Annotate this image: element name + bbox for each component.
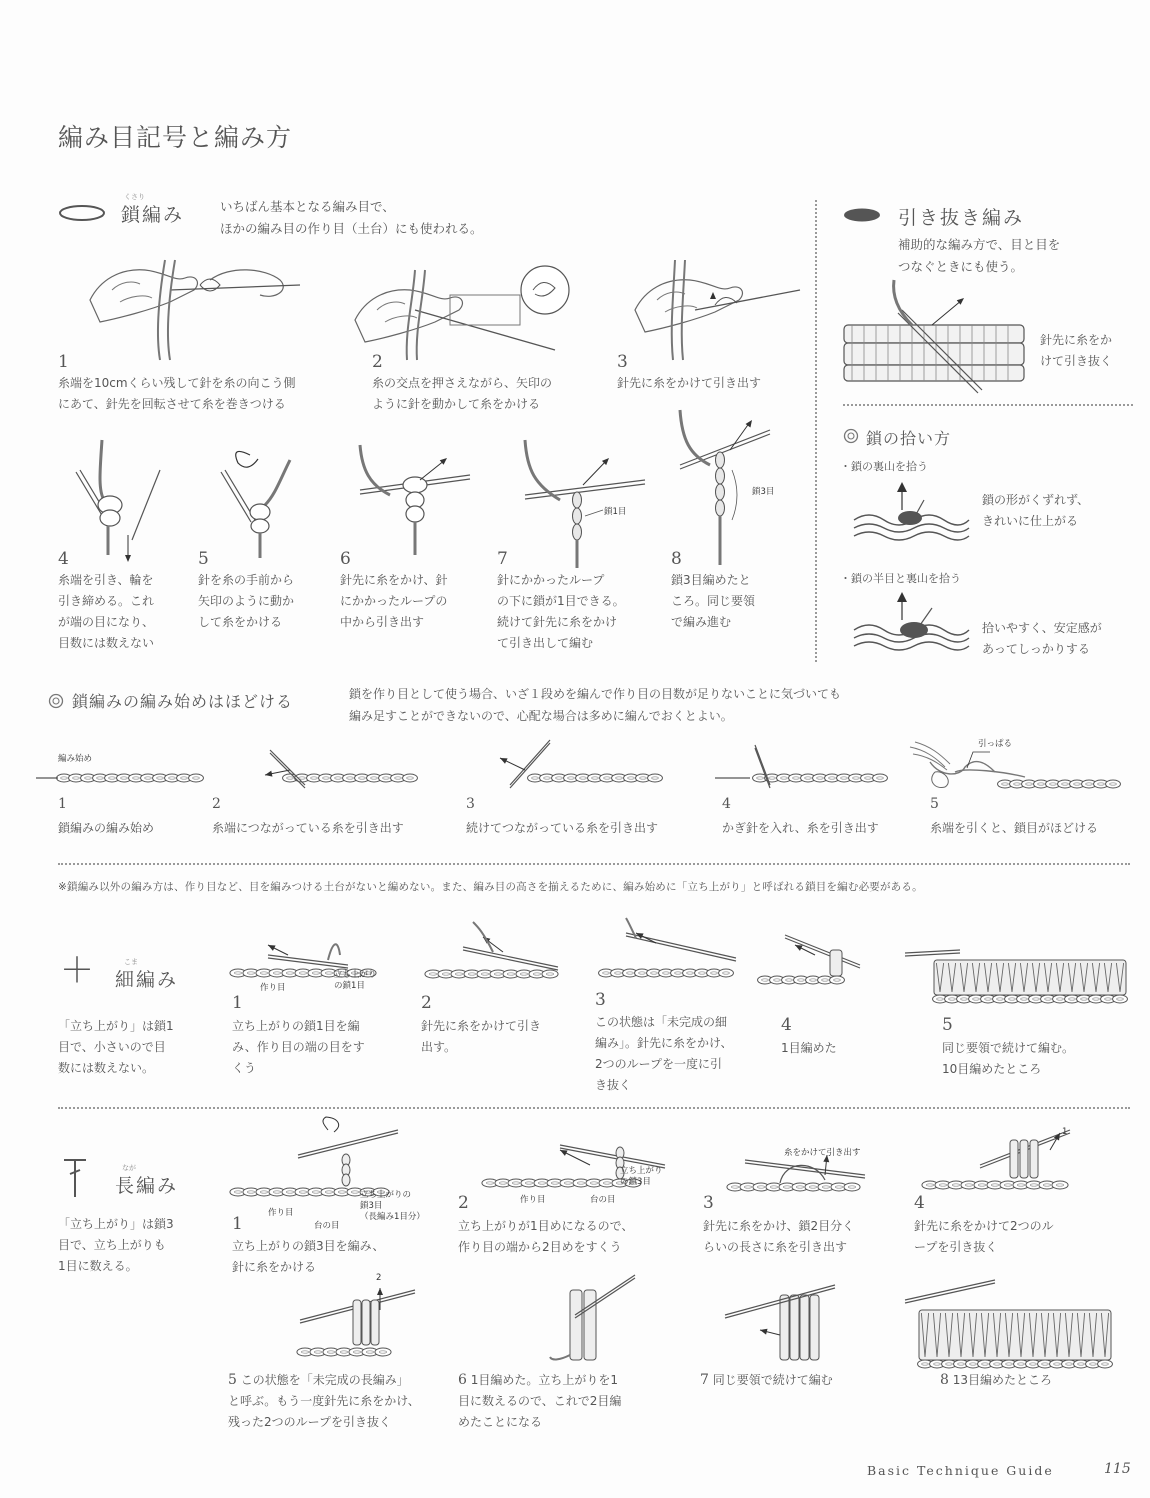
single-step3-illustration — [596, 918, 746, 988]
double-step2-base-label: 台の目 — [590, 1195, 616, 1205]
unravel-step3-text: 続けてつながっている糸を引き出す — [466, 821, 659, 835]
pickup-title: 鎖の拾い方 — [866, 429, 952, 448]
chain-step4-num: 4 — [58, 549, 69, 569]
unravel-step1-text: 鎖編みの編み始め — [58, 821, 155, 835]
unravel-intro: 鎖を作り目として使う場合、いざ１段めを編んで作り目の目数が足りないことに気づいても 編み足すことができないので、心配な場合は多めに編んでおくとよい。 — [349, 687, 842, 723]
double-num2-label: 2 — [376, 1273, 382, 1283]
chain-step3-illustration — [625, 250, 805, 360]
single-step1-text: 立ち上がりの鎖1目を編 み、作り目の端の目をす くう — [232, 1019, 365, 1075]
chain-step2-num: 2 — [372, 352, 383, 372]
slip-symbol-icon — [843, 207, 883, 223]
double-base-label: 台の目 — [314, 1221, 340, 1231]
double-ruby: なが — [122, 1164, 136, 1172]
unravel-step5-num: 5 — [930, 796, 939, 812]
pickup-back-bump-illustration — [852, 480, 972, 550]
unravel-step4-illustration — [715, 740, 895, 790]
double-step2-illustration — [480, 1125, 670, 1200]
pickup-divider — [843, 404, 1133, 406]
unravel-pull-label: 引っぱる — [978, 739, 1013, 749]
pickup-item2-text: 拾いやすく、安定感が あってしっかりする — [982, 621, 1102, 656]
page-title: 編み目記号と編み方 — [58, 123, 293, 152]
double-circle-icon — [48, 693, 64, 709]
double-step6-num: 6 — [458, 1372, 467, 1388]
single-step2-num: 2 — [421, 993, 432, 1013]
double-step6-illustration — [510, 1275, 640, 1370]
double-step7-illustration — [720, 1275, 840, 1370]
single-step5-illustration — [900, 935, 1130, 1020]
chain-step7-illustration — [515, 440, 655, 570]
chain-step6-num: 6 — [340, 549, 351, 569]
double-step4-num: 4 — [914, 1193, 925, 1213]
double-step8-illustration — [885, 1280, 1130, 1375]
chain1-label: 鎖1目 — [604, 507, 627, 517]
single-step4-num: 4 — [781, 1015, 792, 1035]
double-step5-num: 5 — [228, 1372, 237, 1388]
double-intro: 「立ち上がり」は鎖3 目で、立ち上がりも 1目に数える。 — [58, 1217, 174, 1273]
pickup-half-loop-illustration — [852, 590, 972, 660]
section-divider — [58, 863, 1130, 865]
chain-step4-text: 糸端を引き、輪を 引き締める。これ が端の目になり、 目数には数えない — [58, 573, 155, 650]
double-step1-num: 1 — [232, 1214, 243, 1234]
chain-step5-illustration — [210, 440, 310, 560]
double-step1-text: 立ち上がりの鎖3目を編み、 針に糸をかける — [232, 1239, 385, 1274]
chain-step3-text: 針先に糸をかけて引き出す — [617, 376, 762, 390]
chain-intro: いちばん基本となる編み目で、 ほかの編み目の作り目（土台）にも使われる。 — [220, 199, 483, 236]
unravel-step1-illustration — [36, 760, 211, 790]
single-ruby: こま — [124, 958, 138, 966]
unravel-step5-illustration — [905, 742, 1130, 797]
chain-step4-illustration — [70, 440, 170, 560]
slip-title: 引き抜き編み — [898, 207, 1025, 229]
chain-ruby: くさり — [124, 193, 145, 201]
unravel-step2-num: 2 — [212, 796, 221, 812]
double-step2-text: 立ち上がりが1目めになるので、 作り目の端から2目めをすくう — [458, 1219, 634, 1254]
double-step6-text: 6 1目編めた。立ち上がりを1 目に数えるので、これで2目編 めたことになる — [458, 1372, 622, 1429]
single-step3-text: この状態は「未完成の細 編み」。針先に糸をかけ、 2つのループを一度に引 き抜く — [595, 1015, 733, 1092]
chain-step7-num: 7 — [497, 549, 508, 569]
double-step8-num: 8 — [940, 1372, 949, 1388]
double-step2-foundation-label: 作り目 — [520, 1195, 546, 1205]
pickup-item2-heading: ・鎖の半目と裏山を拾う — [840, 572, 961, 585]
unravel-step4-num: 4 — [722, 796, 731, 812]
chain-step1-text: 糸端を10cmくらい残して針を糸の向こう側 にあて、針先を回転させて糸を巻きつける — [58, 376, 296, 411]
unravel-step2-text: 糸端につながっている糸を引き出す — [212, 821, 404, 835]
double-step7-num: 7 — [700, 1372, 709, 1388]
footer-guide: Basic Technique Guide — [867, 1463, 1054, 1478]
single-step2-text: 針先に糸をかけて引き 出す。 — [421, 1019, 542, 1054]
unravel-step1-num: 1 — [58, 796, 67, 812]
pickup-item1-heading: ・鎖の裏山を拾う — [840, 460, 928, 473]
unravel-start-label: 編み始め — [58, 754, 93, 764]
single-step1-num: 1 — [232, 993, 243, 1013]
chain-symbol-icon — [58, 203, 108, 225]
double-step2-rise-label: 立ち上がり の鎖3目 — [620, 1166, 663, 1187]
chain-title: 鎖編み — [121, 204, 185, 226]
chain-step2-text: 糸の交点を押さえながら、矢印の ように針を動かして糸をかける — [372, 376, 553, 411]
double-step3-text: 針先に糸をかけ、鎖2目分く らいの長さに糸を引き出す — [703, 1219, 855, 1254]
double-step8-text: 8 13目編めたところ — [940, 1372, 1053, 1388]
single-step4-illustration — [755, 920, 865, 990]
unravel-title: 鎖編みの編み始めはほどける — [72, 692, 294, 711]
double-rise-label: 立ち上がりの 鎖3目 （長編み1目分） — [360, 1190, 425, 1222]
chain-step2-illustration — [355, 250, 585, 360]
chain3-label: 鎖3目 — [752, 487, 775, 497]
unravel-step4-text: かぎ針を入れ、糸を引き出す — [722, 821, 879, 835]
single-rise-label: 立ち上がり の鎖1目 — [334, 970, 377, 991]
slip-caption: 針先に糸をか けて引き抜く — [1040, 333, 1113, 368]
single-step2-illustration — [423, 922, 568, 992]
single-title: 細編み — [115, 969, 179, 991]
single-intro: 「立ち上がり」は鎖1 目で、小さいので目 数には数えない。 — [58, 1019, 174, 1075]
chain-step6-illustration — [350, 440, 480, 560]
single-symbol-icon: ＋ — [60, 951, 94, 991]
pickup-item1-text: 鎖の形がくずれず、 きれいに仕上がる — [982, 493, 1090, 528]
double-pull-label: 糸をかけて引き出す — [784, 1148, 861, 1158]
double-foundation-label: 作り目 — [268, 1208, 294, 1218]
single-step5-text: 同じ要領で続けて編む。 10目編めたところ — [942, 1041, 1075, 1076]
unravel-step3-num: 3 — [466, 796, 475, 812]
single-foundation-label: 作り目 — [260, 983, 286, 993]
chain-step8-text: 鎖3目編めたと ころ。同じ要領 で編み進む — [671, 573, 756, 629]
chain-step7-text: 針にかかったループ の下に鎖が1目できる。 続けて針先に糸をかけ て引き出して編む — [497, 573, 625, 650]
double-step5-text: 5 この状態を「未完成の長編み」 と呼ぶ。もう一度針先に糸をかけ、 残った2つのループを引き抜く — [228, 1372, 420, 1429]
page-number: 115 — [1104, 1461, 1131, 1477]
single-step3-num: 3 — [595, 990, 606, 1010]
slip-intro: 補助的な編み方で、目と目を つなぐときにも使う。 — [898, 237, 1061, 274]
vertical-divider — [815, 200, 817, 662]
chain-step5-text: 針を糸の手前から 矢印のように動か して糸をかける — [198, 573, 295, 629]
slip-illustration — [842, 280, 1032, 390]
double-step3-num: 3 — [703, 1193, 714, 1213]
double-symbol-icon — [62, 1157, 88, 1199]
section-divider — [58, 1107, 1130, 1109]
chain-step5-num: 5 — [198, 549, 209, 569]
unravel-step2-illustration — [250, 740, 425, 790]
double-step4-text: 針先に糸をかけて2つのル ープを引き抜く — [914, 1219, 1054, 1254]
double-circle-icon — [843, 428, 859, 444]
double-step4-illustration — [920, 1125, 1080, 1200]
unravel-step5-text: 糸端を引くと、鎖目がほどける — [930, 821, 1099, 835]
unravel-step3-illustration — [490, 740, 670, 790]
chain-step6-text: 針先に糸をかけ、針 にかかったループの 中から引き出す — [340, 573, 448, 629]
chain-step8-num: 8 — [671, 549, 682, 569]
chain-step1-illustration — [90, 250, 310, 360]
double-step2-num: 2 — [458, 1193, 469, 1213]
double-step5-illustration — [295, 1280, 435, 1365]
double-num1-label: 1 — [1062, 1127, 1068, 1137]
double-title: 長編み — [115, 1175, 179, 1197]
chain-step3-num: 3 — [617, 352, 628, 372]
single-step5-num: 5 — [942, 1015, 953, 1035]
note-text: ※鎖編み以外の編み方は、作り目など、目を編みつける土台がないと編めない。また、編み目の高さを揃えるために、編み始めに「立ち上がり」と呼ばれる鎖目を編む必要がある。 — [58, 881, 923, 893]
single-step4-text: 1目編めた — [781, 1041, 837, 1055]
chain-step1-num: 1 — [58, 352, 69, 372]
double-step7-text: 7 同じ要領で続けて編む — [700, 1372, 833, 1388]
